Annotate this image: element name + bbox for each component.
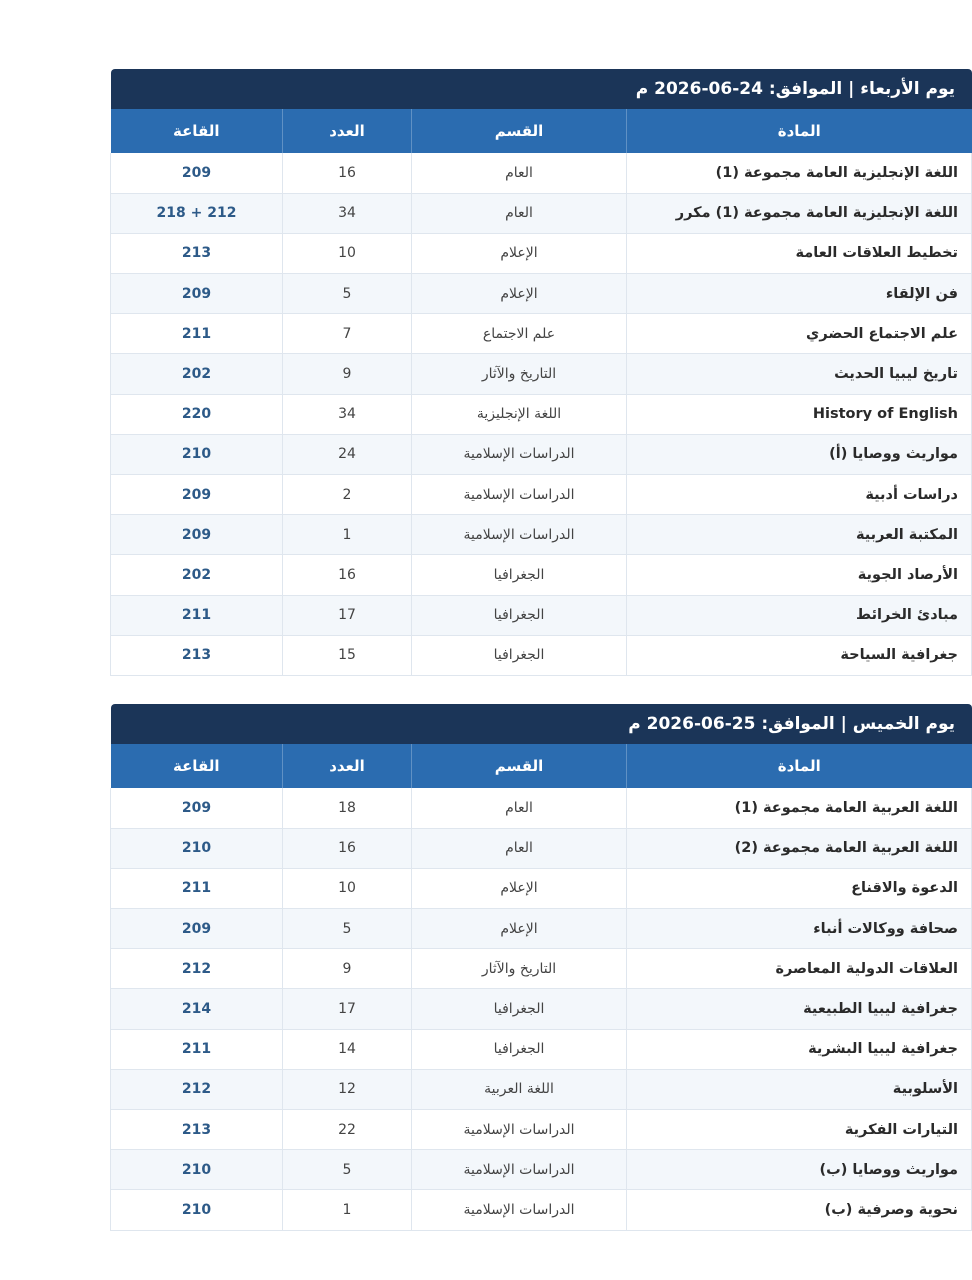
cell-department: الجغرافيا bbox=[412, 635, 627, 675]
schedule-table bbox=[110, 109, 972, 676]
cell-subject: اللغة العربية العامة مجموعة (2) bbox=[627, 828, 972, 868]
table-row bbox=[111, 1190, 972, 1230]
table-row bbox=[111, 555, 972, 595]
cell-count: 5 bbox=[283, 274, 412, 314]
header-room: القاعة bbox=[172, 756, 220, 775]
table-row bbox=[111, 909, 972, 949]
cell-count: 5 bbox=[283, 1150, 412, 1190]
day-schedule-1 bbox=[111, 69, 972, 676]
table-row bbox=[111, 475, 972, 515]
cell-department: الدراسات الإسلامية bbox=[412, 1190, 627, 1230]
cell-subject: مواريث ووصايا (أ) bbox=[627, 434, 972, 474]
cell-subject: مبادئ الخرائط bbox=[627, 595, 972, 635]
cell-subject: الأسلوبية bbox=[627, 1069, 972, 1109]
cell-count: 34 bbox=[283, 394, 412, 434]
table-row bbox=[111, 1150, 972, 1190]
cell-subject: التيارات الفكرية bbox=[627, 1109, 972, 1149]
table-row bbox=[111, 1029, 972, 1069]
cell-department: الجغرافيا bbox=[412, 989, 627, 1029]
cell-count: 14 bbox=[283, 1029, 412, 1069]
cell-subject: تخطيط العلاقات العامة bbox=[627, 233, 972, 273]
table-row bbox=[111, 989, 972, 1029]
cell-room: 212 + 218 bbox=[111, 193, 283, 233]
cell-count: 1 bbox=[283, 515, 412, 555]
cell-count: 34 bbox=[283, 193, 412, 233]
header-count: العدد bbox=[283, 744, 412, 788]
cell-department: الدراسات الإسلامية bbox=[412, 475, 627, 515]
table-row bbox=[111, 515, 972, 555]
cell-room: 202 bbox=[111, 555, 283, 595]
cell-department: العام bbox=[412, 828, 627, 868]
cell-room: 213 bbox=[111, 1109, 283, 1149]
cell-department: العام bbox=[412, 788, 627, 828]
cell-department: الدراسات الإسلامية bbox=[412, 1109, 627, 1149]
cell-room: 211 bbox=[111, 595, 283, 635]
cell-count: 7 bbox=[283, 314, 412, 354]
cell-department: الجغرافيا bbox=[412, 595, 627, 635]
table-row bbox=[111, 274, 972, 314]
cell-room: 213 bbox=[111, 233, 283, 273]
cell-room: 211 bbox=[111, 1029, 283, 1069]
table-row bbox=[111, 788, 972, 828]
table-row bbox=[111, 1109, 972, 1149]
table-header-row bbox=[111, 109, 972, 153]
header-subject: المادة bbox=[627, 109, 972, 153]
cell-subject: تاريخ ليبيا الحديث bbox=[627, 354, 972, 394]
cell-subject: نحوية وصرفية (ب) bbox=[627, 1190, 972, 1230]
cell-department: اللغة الإنجليزية bbox=[412, 394, 627, 434]
cell-subject: فن الإلقاء bbox=[627, 274, 972, 314]
cell-count: 2 bbox=[283, 475, 412, 515]
cell-room: 213 bbox=[111, 635, 283, 675]
cell-room: 209 bbox=[111, 274, 283, 314]
table-row bbox=[111, 354, 972, 394]
cell-subject: اللغة العربية العامة مجموعة (1) bbox=[627, 788, 972, 828]
cell-subject: علم الاجتماع الحضري bbox=[627, 314, 972, 354]
cell-room: 209 bbox=[111, 788, 283, 828]
cell-department: الجغرافيا bbox=[412, 555, 627, 595]
header-department: القسم bbox=[412, 744, 627, 788]
table-row bbox=[111, 595, 972, 635]
cell-subject: العلاقات الدولية المعاصرة bbox=[627, 949, 972, 989]
cell-department: التاريخ والآثار bbox=[412, 949, 627, 989]
cell-room: 212 bbox=[111, 1069, 283, 1109]
table-row bbox=[111, 1069, 972, 1109]
cell-count: 16 bbox=[283, 555, 412, 595]
cell-subject: الدعوة والاقناع bbox=[627, 868, 972, 908]
cell-room: 210 bbox=[111, 1190, 283, 1230]
cell-room: 211 bbox=[111, 868, 283, 908]
header-room: القاعة bbox=[172, 122, 220, 140]
cell-room: 210 bbox=[111, 1150, 283, 1190]
cell-room: 220 bbox=[111, 394, 283, 434]
cell-subject: مواريث ووصايا (ب) bbox=[627, 1150, 972, 1190]
cell-count: 9 bbox=[283, 949, 412, 989]
cell-department: الإعلام bbox=[412, 274, 627, 314]
cell-subject: صحافة ووكالات أنباء bbox=[627, 909, 972, 949]
cell-subject: جغرافية ليبيا الطبيعية bbox=[627, 989, 972, 1029]
header-subject: المادة bbox=[627, 744, 972, 788]
cell-count: 17 bbox=[283, 595, 412, 635]
day-title: يوم الخميس | الموافق: 25-06-2026 م bbox=[111, 704, 972, 744]
cell-room: 209 bbox=[111, 153, 283, 193]
cell-room: 212 bbox=[111, 949, 283, 989]
table-row bbox=[111, 193, 972, 233]
table-row bbox=[111, 233, 972, 273]
cell-count: 18 bbox=[283, 788, 412, 828]
cell-room: 209 bbox=[111, 475, 283, 515]
cell-department: الدراسات الإسلامية bbox=[412, 1150, 627, 1190]
cell-department: العام bbox=[412, 193, 627, 233]
table-row bbox=[111, 635, 972, 675]
schedule-table bbox=[110, 744, 972, 1231]
cell-count: 5 bbox=[283, 909, 412, 949]
day-title: يوم الأربعاء | الموافق: 24-06-2026 م bbox=[111, 69, 972, 109]
cell-department: الإعلام bbox=[412, 233, 627, 273]
cell-subject: جغرافية السياحة bbox=[627, 635, 972, 675]
table-row bbox=[111, 153, 972, 193]
cell-department: علم الاجتماع bbox=[412, 314, 627, 354]
cell-count: 10 bbox=[283, 868, 412, 908]
cell-department: التاريخ والآثار bbox=[412, 354, 627, 394]
cell-department: الإعلام bbox=[412, 909, 627, 949]
table-header-row bbox=[111, 744, 972, 788]
cell-subject: اللغة الإنجليزية العامة مجموعة (1) مكرر bbox=[627, 193, 972, 233]
table-row bbox=[111, 949, 972, 989]
cell-subject: جغرافية ليبيا البشرية bbox=[627, 1029, 972, 1069]
cell-count: 12 bbox=[283, 1069, 412, 1109]
cell-subject: اللغة الإنجليزية العامة مجموعة (1) bbox=[627, 153, 972, 193]
table-row bbox=[111, 394, 972, 434]
header-department: القسم bbox=[412, 109, 627, 153]
cell-department: اللغة العربية bbox=[412, 1069, 627, 1109]
cell-room: 210 bbox=[111, 828, 283, 868]
cell-count: 24 bbox=[283, 434, 412, 474]
cell-subject: دراسات أدبية bbox=[627, 475, 972, 515]
cell-department: الدراسات الإسلامية bbox=[412, 515, 627, 555]
header-count: العدد bbox=[283, 109, 412, 153]
cell-room: 209 bbox=[111, 515, 283, 555]
cell-department: العام bbox=[412, 153, 627, 193]
table-row bbox=[111, 868, 972, 908]
cell-department: الإعلام bbox=[412, 868, 627, 908]
cell-room: 202 bbox=[111, 354, 283, 394]
cell-count: 1 bbox=[283, 1190, 412, 1230]
cell-count: 9 bbox=[283, 354, 412, 394]
cell-subject: الأرصاد الجوية bbox=[627, 555, 972, 595]
day-schedule-2 bbox=[111, 704, 972, 1231]
cell-department: الجغرافيا bbox=[412, 1029, 627, 1069]
table-row bbox=[111, 434, 972, 474]
cell-count: 17 bbox=[283, 989, 412, 1029]
cell-subject: المكتبة العربية bbox=[627, 515, 972, 555]
cell-room: 211 bbox=[111, 314, 283, 354]
cell-room: 214 bbox=[111, 989, 283, 1029]
cell-count: 15 bbox=[283, 635, 412, 675]
table-row bbox=[111, 828, 972, 868]
cell-subject: History of English bbox=[627, 394, 972, 434]
cell-room: 210 bbox=[111, 434, 283, 474]
table-row bbox=[111, 314, 972, 354]
cell-count: 16 bbox=[283, 153, 412, 193]
cell-count: 10 bbox=[283, 233, 412, 273]
cell-room: 209 bbox=[111, 909, 283, 949]
cell-count: 22 bbox=[283, 1109, 412, 1149]
cell-department: الدراسات الإسلامية bbox=[412, 434, 627, 474]
cell-count: 16 bbox=[283, 828, 412, 868]
